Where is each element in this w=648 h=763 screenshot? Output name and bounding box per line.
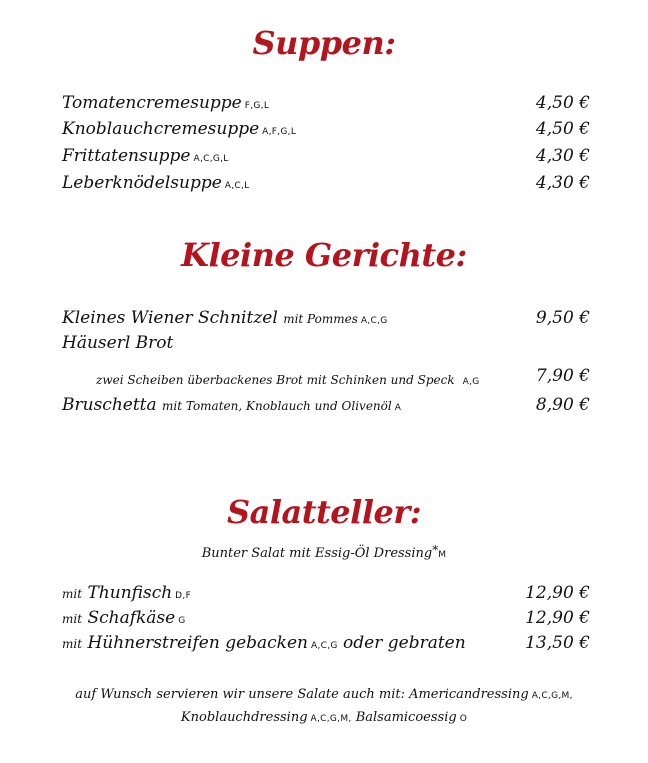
item-price: 4,30 € [535,173,590,193]
item-price: 8,90 € [535,395,590,415]
allergen-codes: A,C,G,M, [310,714,352,724]
allergen-codes: F,G,L [244,101,270,111]
item-prefix: mit [62,587,83,601]
allergen-codes: O [459,714,468,724]
menu-item [62,333,590,359]
note-text: Knoblauchdressing [180,710,308,725]
allergen-codes: A,F,G,L [262,127,297,137]
item-prefix: mit [62,637,83,651]
footnote-mark: * [432,543,439,557]
item-price: 12,90 € [525,583,590,603]
dressing-note-line-1 [0,684,648,707]
item-suffix: oder gebraten [343,633,466,653]
allergen-codes: A,C,L [224,181,250,191]
item-name: Schafkäse [87,608,176,628]
item-description: zwei Scheiben überbackenes Brot mit Schinken und Speck [96,373,455,387]
menu-item [62,395,590,421]
salad-base [0,543,648,561]
item-name: Häuserl Brot [62,333,174,353]
item-name: Thunfisch [87,583,173,603]
item-price: 13,50 € [525,633,590,653]
allergen-codes: D,F [175,591,192,601]
menu-item [62,173,590,199]
allergen-codes: A [394,403,402,413]
menu-item [62,119,590,145]
note-text: Balsamicoessig [355,710,457,725]
allergen-codes: A,C,G,M, [531,691,573,701]
allergen-codes: G [178,616,186,626]
allergen-codes: M [438,550,447,560]
allergen-codes: A,C,G,L [193,154,229,164]
item-name: Knoblauchcremesuppe [62,119,260,139]
menu-item [62,608,590,634]
item-name: Hühnerstreifen gebacken [87,633,308,653]
item-name: Kleines Wiener Schnitzel [62,308,278,328]
item-price: 4,50 € [535,93,590,113]
suppen-heading: Suppen: [252,24,396,62]
item-prefix: mit [62,612,83,626]
item-price: 7,90 € [535,366,590,386]
item-name: Tomatencremesuppe [62,93,242,113]
allergen-codes: A,G [462,377,480,387]
item-price: 4,50 € [535,119,590,139]
item-price: 4,30 € [535,146,590,166]
item-name: Frittatensuppe [62,146,191,166]
note-text: auf Wunsch servieren wir unsere Salate auch mit: Americandressing [75,687,529,702]
item-price: 9,50 € [535,308,590,328]
menu-item-description [62,366,590,392]
salatteller-heading: Salatteller: [227,493,421,531]
dressing-note [0,684,648,730]
item-extra: mit Tomaten, Knoblauch und Olivenöl [162,399,392,413]
menu-item [62,93,590,119]
menu-item [62,583,590,609]
salad-base-text: Bunter Salat mit Essig-Öl Dressing [201,546,433,561]
dressing-note-line-2 [0,707,648,730]
kleine-gerichte-heading: Kleine Gerichte: [181,236,467,274]
item-extra: mit Pommes [283,312,358,326]
menu-item [62,633,590,659]
item-name: Bruschetta [62,395,157,415]
allergen-codes: A,C,G [311,641,338,651]
allergen-codes: A,C,G [360,316,388,326]
item-price: 12,90 € [525,608,590,628]
menu-item [62,308,590,334]
item-name: Leberknödelsuppe [62,173,222,193]
menu-item [62,146,590,172]
